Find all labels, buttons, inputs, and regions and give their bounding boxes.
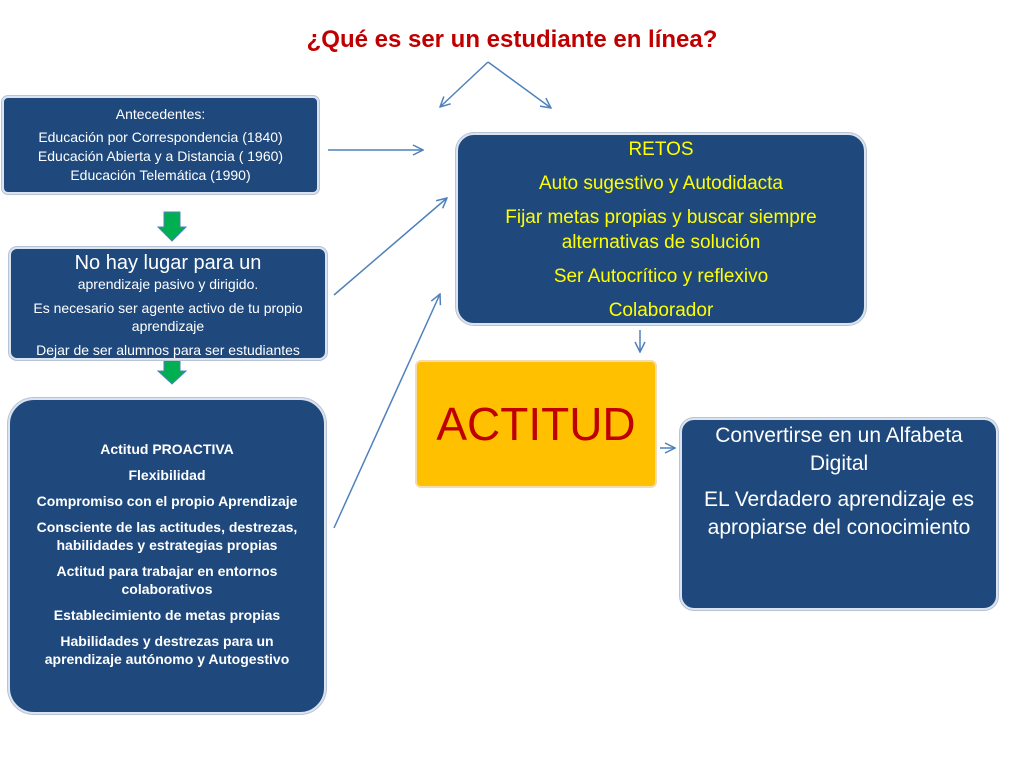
- no-hay-lugar-text: Es necesario ser agente activo de tu propio aprendizaje: [33, 300, 303, 334]
- actitud-item: Habilidades y destrezas para un aprendizaje autónomo y Autogestivo: [44, 633, 290, 667]
- antecedentes-item: Educación por Correspondencia (1840): [38, 129, 283, 145]
- retos-item: Ser Autocrítico y reflexivo: [553, 266, 769, 287]
- no-hay-lugar-box: [9, 247, 327, 360]
- title-fork-arrow: [440, 62, 488, 107]
- retos-heading: RETOS: [628, 139, 694, 160]
- actitud-item: Actitud para trabajar en entornos colaborativos: [56, 563, 278, 597]
- no-hay-lugar-text: aprendizaje pasivo y dirigido.: [77, 276, 259, 292]
- actitud-item: Establecimiento de metas propias: [53, 607, 281, 623]
- antecedentes-item: Educación Telemática (1990): [70, 167, 251, 183]
- actitud-item: Consciente de las actitudes, destrezas, habilidades y estrategias propias: [36, 519, 298, 553]
- antecedentes-item: Educación Abierta y a Distancia ( 1960): [37, 148, 284, 164]
- convertirse-item: EL Verdadero aprendizaje es apropiarse del conocimiento: [703, 488, 975, 539]
- actitud-item: Compromiso con el propio Aprendizaje: [36, 493, 298, 509]
- actitud-box: ACTITUD: [415, 360, 657, 488]
- retos-item: Auto sugestivo y Autodidacta: [539, 173, 783, 194]
- actitud-item: Flexibilidad: [128, 467, 206, 483]
- actitudes-box: [8, 398, 326, 714]
- retos-item: Colaborador: [608, 300, 714, 321]
- down-arrow-icon: [158, 212, 186, 241]
- no-hay-lugar-text: Dejar de ser alumnos para ser estudiantes: [36, 342, 300, 358]
- title-fork-arrow: [488, 62, 551, 108]
- no-hay-lugar-heading: No hay lugar para un: [74, 252, 262, 274]
- retos-item: Fijar metas propias y buscar siempre alternativas de solución: [505, 207, 817, 253]
- convertirse-box: [680, 418, 998, 610]
- nohay-to-retos-arrow: [334, 198, 447, 295]
- antecedentes-box: [2, 96, 319, 194]
- actitud-item: Actitud PROACTIVA: [100, 441, 234, 457]
- antecedentes-heading: Antecedentes:: [115, 106, 206, 122]
- retos-box: [456, 133, 866, 325]
- down-arrow-icon: [158, 357, 186, 384]
- page-title: ¿Qué es ser un estudiante en línea?: [306, 26, 718, 53]
- convertirse-item: Convertirse en un Alfabeta Digital: [715, 424, 963, 475]
